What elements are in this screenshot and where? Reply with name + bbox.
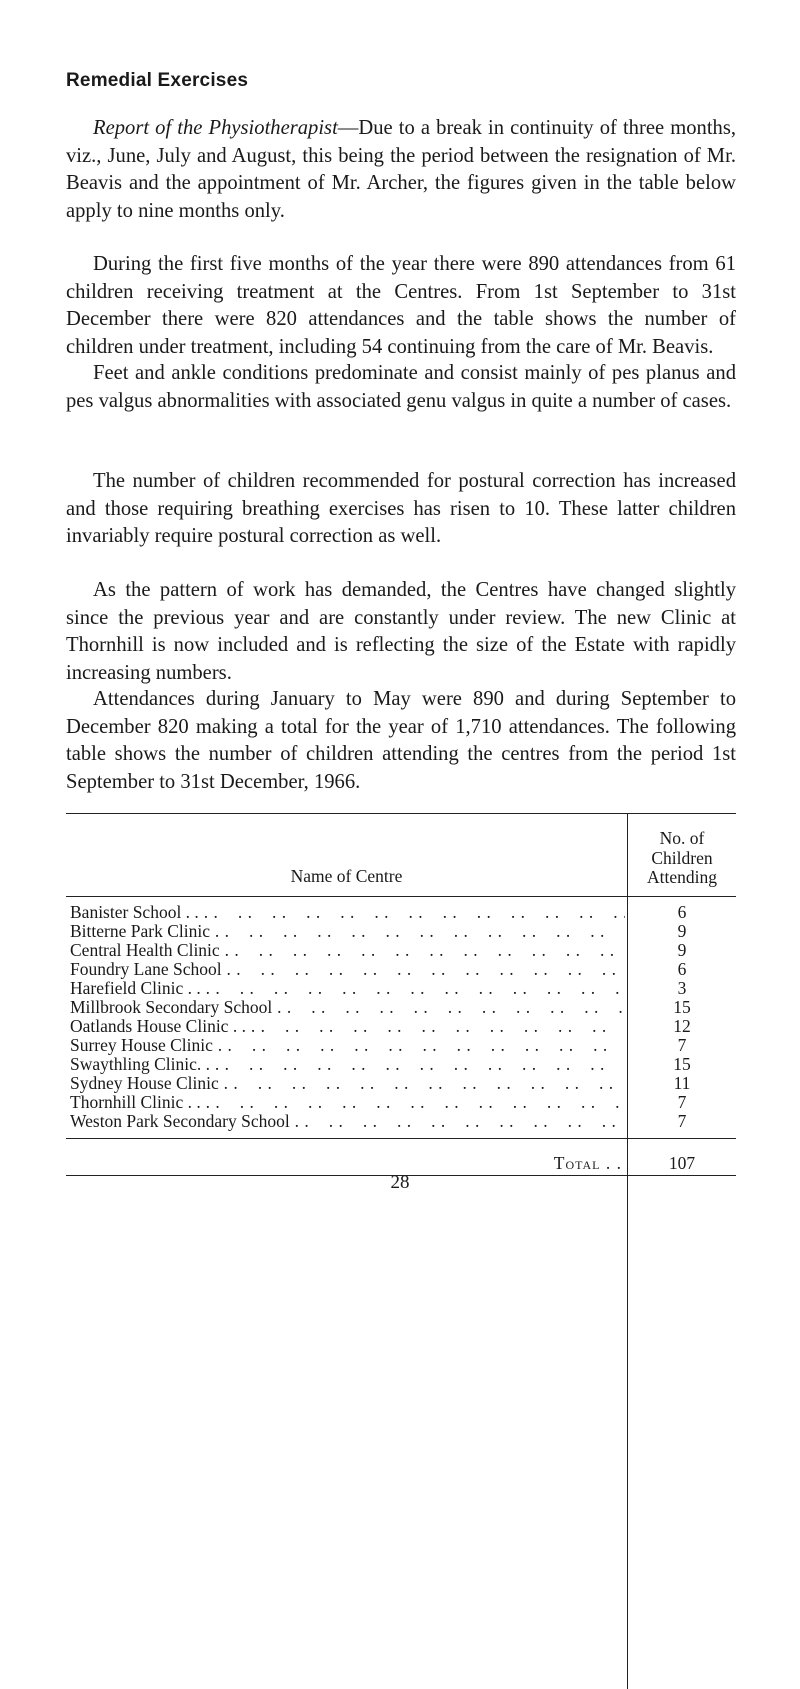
- centre-count: 3: [677, 978, 687, 998]
- centre-count: 11: [673, 1073, 691, 1093]
- table-row: [66, 998, 736, 1017]
- centre-count: 15: [673, 997, 691, 1017]
- table-row: [66, 1112, 736, 1131]
- total-value: 107: [668, 1153, 696, 1173]
- paragraph-centres: As the pattern of work has demanded, the Centres have changed slightly since the previous year and are constantly under review. The new Clinic at Thornhill is now included and is reflecting the size of the Estate with rapidly increasing numbers.: [66, 579, 736, 684]
- table-row: [66, 979, 736, 998]
- paragraph-attendances: During the first five months of the year there were 890 attendances from 61 children receiving treatment at the Centres. From 1st September to 31st December there were 820 attendances and the table shows the number of children under treatment, including 54 continuing from the care of Mr. Beavis.: [66, 253, 736, 358]
- table-row: [66, 1093, 736, 1112]
- paragraph-postural-correction: The number of children recommended for postural correction has increased and those requiring breathing exercises has risen to 10. These latter children invariably require postural correction as well.: [66, 470, 736, 547]
- centre-name: Harefield Clinic . . . .: [70, 979, 625, 998]
- centre-name: Oatlands House Clinic . . . .: [70, 1017, 625, 1036]
- centre-count: 9: [677, 921, 687, 941]
- header-line-3: Attending: [647, 867, 717, 887]
- header-line-1: No. of: [659, 828, 705, 848]
- centre-name: Bitterne Park Clinic . .: [70, 922, 625, 941]
- header-name-of-centre: Name of Centre: [290, 866, 403, 886]
- total-label: Total . .: [553, 1153, 622, 1173]
- report-heading: Report of the Physiotherapist: [93, 117, 338, 139]
- centre-count: 15: [673, 1054, 691, 1074]
- centre-name: Swaythling Clinic. . . .: [70, 1055, 625, 1074]
- centre-name: Banister School . . . .: [70, 903, 625, 922]
- centre-name: Central Health Clinic . .: [70, 941, 625, 960]
- paragraph-feet-conditions: Feet and ankle conditions predominate and consist mainly of pes planus and pes valgus abnormalities with associated genu valgus in quite a number of cases.: [66, 362, 736, 412]
- table-row: [66, 1074, 736, 1093]
- table-row: [66, 1017, 736, 1036]
- centre-name: Surrey House Clinic . .: [70, 1036, 625, 1055]
- table-row: [66, 960, 736, 979]
- header-line-2: Children: [651, 847, 713, 868]
- paragraph-totals: Attendances during January to May were 890 and during September to December 820 making a total for the year of 1,710 attendances. The following table shows the number of children attending the centres from the period 1st September to 31st December, 1966.: [66, 688, 736, 793]
- page-number: 28: [390, 1172, 410, 1193]
- table-total-rule: [66, 1138, 736, 1139]
- centre-count: 7: [677, 1035, 687, 1055]
- centre-name: Thornhill Clinic . . . .: [70, 1093, 625, 1112]
- paragraph-text: —Due to a break in continuity of three months, viz., June, July and August, this being the period between the resignation of Mr. Beavis and the appointment of Mr. Archer, the figures given in the table below apply to nine months only.: [66, 117, 736, 222]
- section-title: Remedial Exercises: [66, 70, 249, 91]
- table-row: [66, 1036, 736, 1055]
- header-children-attending: [628, 829, 736, 888]
- centre-count: 6: [677, 959, 687, 979]
- centre-count: 7: [677, 1111, 687, 1131]
- centre-count: 7: [677, 1092, 687, 1112]
- centre-count: 9: [677, 940, 687, 960]
- table-row: [66, 941, 736, 960]
- paragraph-physiotherapist-report: [66, 115, 736, 225]
- centre-count: 6: [677, 902, 687, 922]
- table-header-rule: [66, 896, 736, 897]
- table-row: [66, 922, 736, 941]
- table-top-rule: [66, 813, 736, 814]
- centre-count: 12: [673, 1016, 691, 1036]
- table-row: [66, 903, 736, 922]
- centre-name: Sydney House Clinic . .: [70, 1074, 625, 1093]
- table-row: [66, 1055, 736, 1074]
- centre-name: Millbrook Secondary School . .: [70, 998, 625, 1017]
- centre-name: Foundry Lane School . .: [70, 960, 625, 979]
- centre-name: Weston Park Secondary School . .: [70, 1112, 625, 1131]
